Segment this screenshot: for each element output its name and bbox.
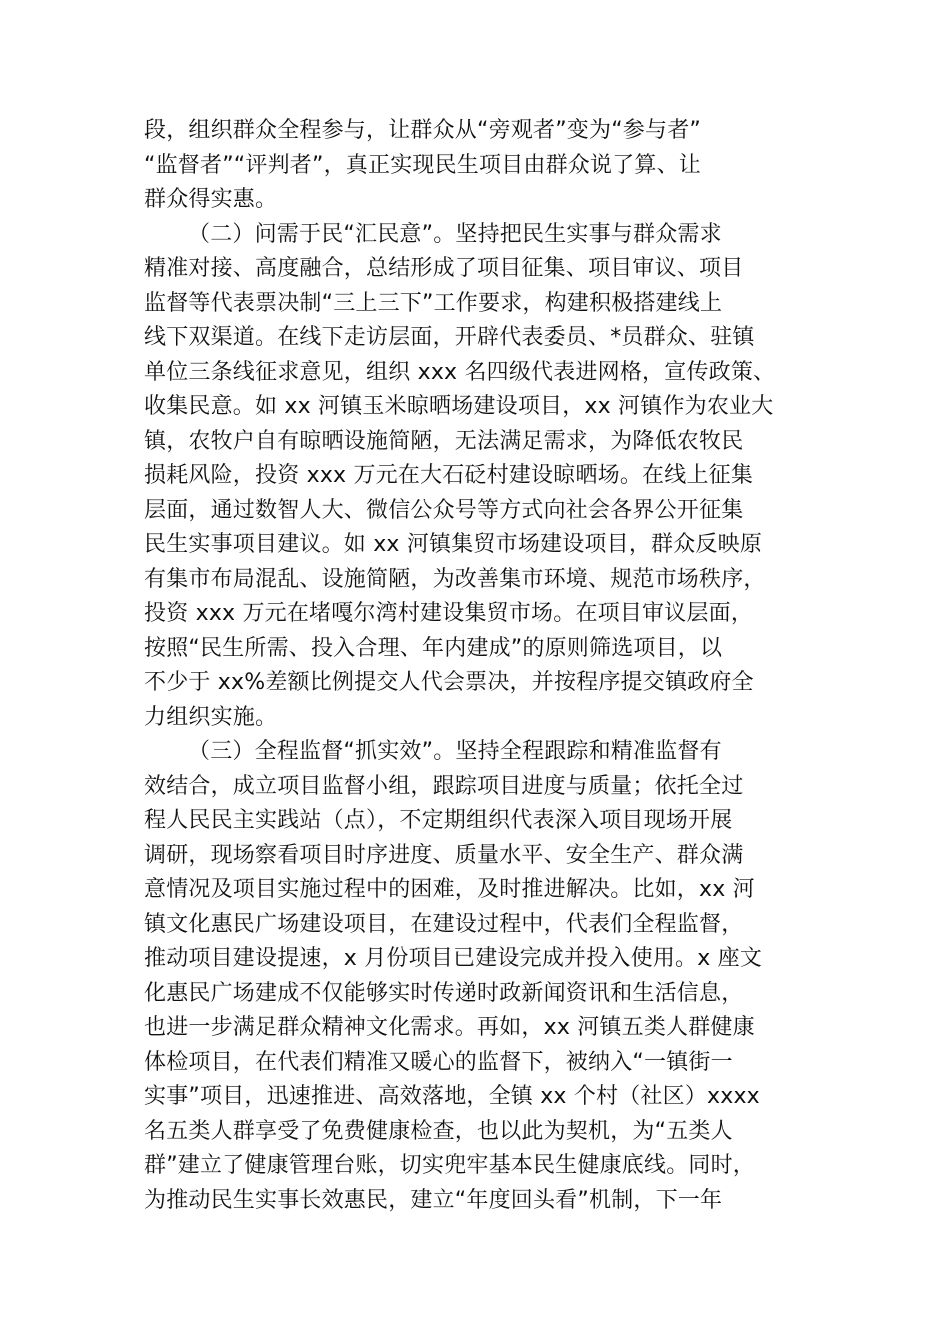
text-line: [144, 1149, 806, 1184]
text-line-content: 群众得实惠。: [144, 187, 278, 212]
text-line-content: 按照“民生所需、投入合理、年内建成”的原则筛选项目，以: [144, 635, 723, 661]
text-line: [144, 839, 806, 874]
text-line-content: 推动项目建设提速，x 月份项目已建设完成并投入使用。x 座文: [144, 946, 763, 971]
text-line: [144, 770, 806, 805]
text-line-content: （二）问需于民“汇民意”。坚持把民生实事与群众需求: [188, 221, 722, 247]
text-line: [144, 942, 806, 977]
text-line-content: 段，组织群众全程参与，让群众从“旁观者”变为“参与者”: [144, 118, 701, 143]
text-line: [144, 701, 806, 736]
text-line-content: 名五类人群享受了免费健康检查，也以此为契机，为“五类人: [144, 1118, 733, 1144]
text-line-content: 收集民意。如 xx 河镇玉米晾晒场建设项目，xx 河镇作为农业大: [144, 394, 774, 419]
text-line-content: 调研，现场察看项目时序进度、质量水平、安全生产、群众满: [144, 842, 744, 868]
text-line-content: 民生实事项目建议。如 xx 河镇集贸市场建设项目，群众反映原: [144, 532, 763, 557]
text-line: [144, 252, 806, 287]
text-line: [144, 183, 806, 218]
text-line-content: 镇文化惠民广场建设项目，在建设过程中，代表们全程监督，: [144, 911, 744, 937]
text-line-content: 群”建立了健康管理台账，切实兜牢基本民生健康底线。同时，: [144, 1153, 755, 1178]
text-line-content: （三）全程监督“抓实效”。坚持全程跟踪和精准监督有: [188, 739, 722, 764]
text-line-content: 损耗风险，投资 xxx 万元在大石砭村建设晾晒场。在线上征集: [144, 463, 754, 488]
text-line: [144, 977, 806, 1012]
text-line: [144, 1080, 806, 1115]
text-line: [144, 873, 806, 908]
text-line-content: 也进一步满足群众精神文化需求。再如，xx 河镇五类人群健康: [144, 1015, 755, 1040]
text-line-content: 效结合，成立项目监督小组，跟踪项目进度与质量；依托全过: [144, 773, 744, 799]
text-line: [144, 597, 806, 632]
text-line-content: 单位三条线征求意见，组织 xxx 名四级代表进网格，宣传政策、: [144, 359, 776, 385]
text-line-content: 程人民民主实践站（点），不定期组织代表深入项目现场开展: [144, 808, 733, 833]
text-line-content: 为推动民生实事长效惠民，建立“年度回头看”机制，下一年: [144, 1187, 723, 1213]
text-line: [144, 1046, 806, 1081]
text-line: [144, 356, 806, 391]
text-line-content: 线下双渠道。在线下走访层面，开辟代表委员、*员群众、驻镇: [144, 325, 755, 350]
text-line: [144, 632, 806, 667]
text-line: [144, 1115, 806, 1150]
document-body: [144, 114, 806, 1218]
text-line-content: 化惠民广场建成不仅能够实时传递时政新闻资讯和生活信息，: [144, 980, 744, 1006]
text-line-content: 体检项目，在代表们精准又暖心的监督下，被纳入“一镇街一: [144, 1049, 733, 1075]
text-line-content: 力组织实施。: [144, 704, 278, 730]
text-line: [144, 1184, 806, 1219]
text-line: [144, 287, 806, 322]
text-line: [144, 1011, 806, 1046]
text-line: [144, 425, 806, 460]
text-line: [144, 666, 806, 701]
paragraph-heading-line: [144, 218, 806, 253]
text-line-content: 监督等代表票决制“三上三下”工作要求，构建积极搭建线上: [144, 290, 723, 316]
text-line-content: 有集市布局混乱、设施简陋，为改善集市环境、规范市场秩序，: [144, 566, 766, 592]
text-line-content: 镇，农牧户自有晾晒设施简陋，无法满足需求，为降低农牧民: [144, 428, 744, 454]
text-line-content: “监督者”“评判者”，真正实现民生项目由群众说了算、让: [144, 152, 701, 178]
text-line: [144, 804, 806, 839]
text-line: [144, 114, 806, 149]
text-line: [144, 494, 806, 529]
text-line: [144, 459, 806, 494]
text-line: [144, 563, 806, 598]
text-line-content: 精准对接、高度融合，总结形成了项目征集、项目审议、项目: [144, 256, 744, 281]
text-line: [144, 149, 806, 184]
paragraph-heading-line: [144, 735, 806, 770]
text-line: [144, 528, 806, 563]
text-line-content: 实事”项目，迅速推进、高效落地，全镇 xx 个村（社区）xxxx: [144, 1084, 760, 1109]
text-line-content: 不少于 xx%差额比例提交人代会票决，并按程序提交镇政府全: [144, 670, 754, 695]
text-line-content: 层面，通过数智人大、微信公众号等方式向社会各界公开征集: [144, 497, 744, 523]
text-line-content: 投资 xxx 万元在堵嘎尔湾村建设集贸市场。在项目审议层面，: [144, 601, 754, 626]
text-line-content: 意情况及项目实施过程中的困难，及时推进解决。比如，xx 河: [144, 877, 755, 902]
text-line: [144, 390, 806, 425]
text-line: [144, 908, 806, 943]
text-line: [144, 321, 806, 356]
